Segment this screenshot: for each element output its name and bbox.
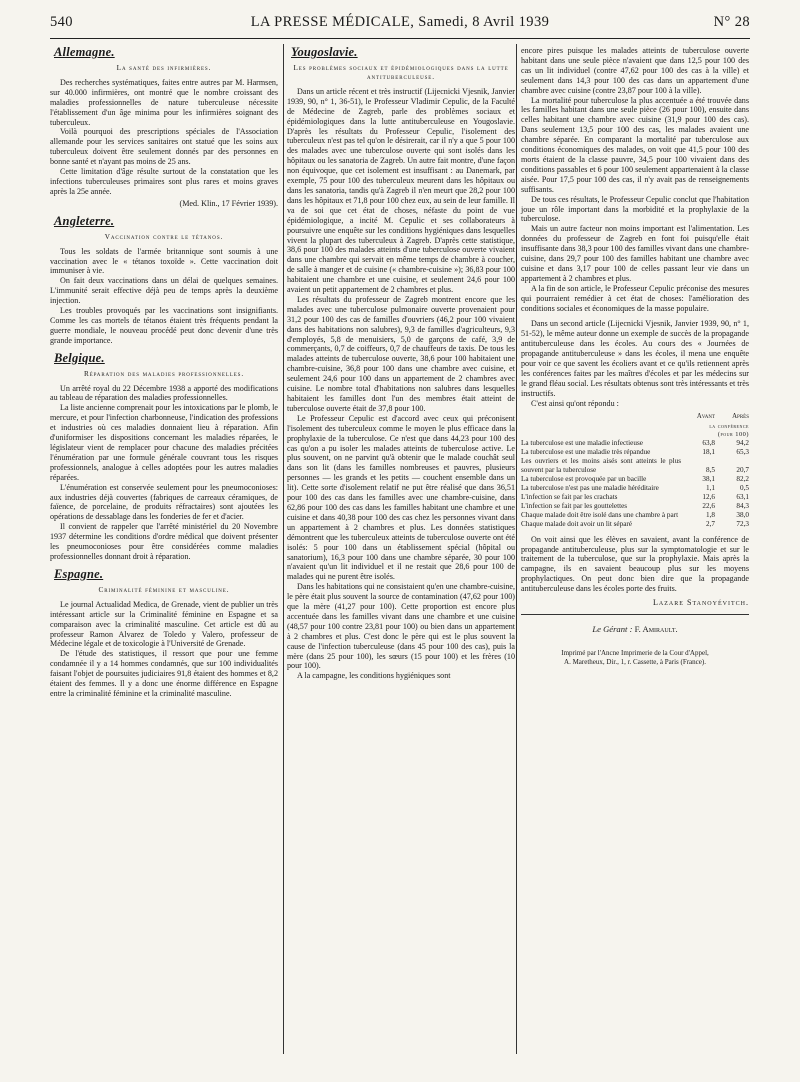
- source-citation: (Med. Klin., 17 Février 1939).: [179, 198, 278, 208]
- column-header-unit: (pour 100): [717, 430, 749, 438]
- separator-rule: [521, 614, 749, 615]
- table-row: [521, 511, 749, 520]
- column-header-after: Après: [732, 412, 749, 420]
- section-espagne: [50, 566, 278, 699]
- table-cell-after: 0,5: [740, 483, 749, 492]
- section-allemagne: [50, 45, 278, 209]
- table-cell-label: La tuberculose n'est pas une maladie héréditaire: [521, 483, 659, 492]
- column-header-before: Avant: [696, 412, 715, 420]
- header-rule: [50, 38, 750, 39]
- paragraph: Dans un second article (Lijecnicki Vjesnik, Janvier 1939, 90, n° 1, 51-52), le même auteur donne un exemple de succès de la propagande antituberculeuse dans les écoles. Au cours des « Journées de propagande antituberculeuse » dans les écoles, il mena une enquête pour voir ce que savent les écoliers avant et ce qu'ils retiennent après les conférences faites par les maîtres d'écoles et par les médecins sur le grand fléau social. Les résultats obtenus sont très intéressants et très instructifs.: [521, 319, 749, 398]
- table-cell-before: 38,1: [702, 474, 715, 483]
- page-number: 540: [50, 14, 73, 30]
- paragraph: encore pires puisque les malades atteints de tuberculose ouverte habitant dans une seule pièce n'avaient que dans 12,5 pour 100 des cas un lit individuel (contre 47,62 pour 100 des cas à la ville) et seulement dans 14,3 pour 100 des cas dans un appartement d'une chambre avec cuisine (contre 23,87 pour 100 à la ville).: [521, 46, 749, 95]
- gerant-line: [521, 625, 749, 635]
- imprint: [521, 649, 749, 667]
- column-divider: [516, 44, 517, 1054]
- paragraph: Mais un autre facteur non moins important est l'alimentation. Les données du professeur de Zagreb en font foi puisqu'elle était insuffisante dans 38,3 pour 100 des familles vivant dans une chambre-cuisine, dans 29,7 pour 100 des familles habitant une chambre avec cuisine et dans 3,17 pour 100 de celles passant leur vie dans un appartement à 2 chambres et plus.: [521, 224, 749, 283]
- section-subtitle: Criminalité féminine et masculine.: [98, 585, 230, 594]
- paragraph: Le Professeur Cepulic est d'accord avec ceux qui préconisent l'isolement des tuberculeux comme le moyen le plus efficace dans la prophylaxie de la tuberculose. Ce n'est que dans 44,23 pour 100 des cas qu'on a pu isoler les malades atteints de tuberculose active. Le plus souvent, on ne parvint qu'à obtenir que le malade couchât seul dans son lit (dans les familles nombreuses et pauvres, plusieurs personnes — les grands et les petits — couchent ensemble dans un lit). Cette sorte d'isolement relatif ne put être réalisé que dans 36,51 pour 100 des cas dans les familles avec une chambre-cuisine, dans 62,86 pour 100 des cas dans les familles habitant une chambre et une cuisine et dans 40,38 pour 100 des cas chez les personnes vivant dans un appartement à 2 chambres et plus. Les données statistiques démontrent que les tuberculeux atteints de tuberculose ouverte ont été isolés: 5 pour 100 dans un établissement spécial (hôpital ou sanatorium), 16,3 pour 100 dans une chambre séparée, 30 pour 100 n'avaient qu'un lit individuel et il ne restait que 28,6 pour 100 de malades qui ne purent être isolés.: [287, 413, 515, 582]
- table-cell-after: 20,7: [736, 465, 749, 474]
- table-row: [521, 448, 749, 457]
- issue-number: N° 28: [713, 14, 750, 30]
- journal-title: LA PRESSE MÉDICALE, Samedi, 8 Avril 1939: [250, 14, 550, 30]
- table-cell-before: 8,5: [706, 465, 715, 474]
- imprint-line: Imprimé par l'Ancne Imprimerie de la Cour d'Appel,: [561, 648, 709, 657]
- paragraph: Les troubles provoqués par les vaccinations sont insignifiants. Comme les cas mortels de tétanos étaient très fréquents pendant la guerre mondiale, le nouveau procédé peut donc devenir d'une très grande importance.: [50, 306, 278, 345]
- column-header-conference: la conférence: [709, 422, 749, 430]
- paragraph: Dans un article récent et très instructif (Lijecnicki Vjesnik, Janvier 1939, 90, n° 1, 36-51), le Professeur Vladimir Cepulic, de la Faculté de Médecine de Zagreb, parle des problèmes sociaux et épidémiologiques dans la lutte antituberculeuse en Yougoslavie. D'après les résultats du Professeur Cepulic, l'isolement des tuberculeux n'est pas tel qu'on le désirerait, car il n'y a que 5 pour 100 des malades avec une tuberculose ouverte qui sont isolés dans les hôpitaux ou les sanatoria de Zagreb. Un autre fait montre, d'une façon non équivoque, que cet isolement est insuffisant : au Danemark, par exemple, 75 pour 100 des tuberculeux meurent dans les hôpitaux ou dans les sanatoria, tandis qu'à Zagreb il n'en meurt que 28,2 pour 100 dans les hôpitaux et 71,8 pour 100 chez eux, au sein de leur famille. Il va de soi que cet état de choses, néfaste du point de vue épidémiologique, a incité M. Cepulic et ses collaborateurs à poursuivre une enquête sur les conditions hygiéniques dans lesquelles vivent la plupart des tuberculeux à Zagreb. D'après cette statistique, 38,6 pour 100 des malades atteints d'une tuberculose ouverte vivaient dans une chambre qui servait en même temps de chambre à coucher, de salle à manger et de cuisine (« chambre-cuisine »); 36,83 pour 100 habitaient une chambre et une cuisine, et seulement 24,6 pour 100 avaient un petit appartement de 2 chambres et plus.: [287, 86, 515, 295]
- table-row: [521, 502, 749, 511]
- paragraph: Tous les soldats de l'armée britannique sont soumis à une vaccination avec le « tétanos toxoïde ». Cette vaccination doit immuniser à vie.: [50, 246, 278, 276]
- paragraph: Des recherches systématiques, faites entre autres par M. Harmsen, sur 40.000 infirmières, ont montré que le nombre croissant des maladies professionnelles de nature tuberculeuse nécessite l'établissement d'un âge minima pour les infirmières soignant des tuberculeux.: [50, 77, 278, 127]
- table-row: [521, 475, 749, 484]
- table-cell-label: La tuberculose est une maladie très répandue: [521, 447, 651, 456]
- table-cell-after: 82,2: [736, 474, 749, 483]
- table-cell-before: 2,7: [706, 519, 715, 528]
- table-cell-label: Les ouvriers et les moins aisés sont atteints le plus souvent par la tuberculose: [521, 456, 681, 474]
- paragraph: Dans les habitations qui ne consistaient qu'en une chambre-cuisine, le père était plus souvent la source de contamination (47,62 pour 100) que la mère (41,27 pour 100). Cette proportion est encore plus accentuée dans les familles vivant dans une chambre et une cuisine (48,57 pour 100 contre 23,81 pour 100) ou bien dans un appartement à 2 chambres et plus. C'est donc le père qui est le plus souvent la cause de l'infection tuberculeuse (dans 45 pour 100 des cas), puis la mère (dans 25 pour 100), les sœurs (15 pour 100) et les frères (10 pour 100).: [287, 582, 515, 671]
- table-cell-after: 65,3: [736, 447, 749, 456]
- gerant-label: Le Gérant :: [592, 623, 633, 634]
- paragraph: On fait deux vaccinations dans un délai de quelques semaines. L'immunité serait effective déjà peu de temps après la deuxième injection.: [50, 276, 278, 306]
- table-cell-before: 18,1: [702, 447, 715, 456]
- section-title: Angleterre.: [54, 213, 115, 228]
- table-row: [521, 457, 749, 475]
- table-cell-label: L'infection se fait par les gouttelettes: [521, 501, 628, 510]
- paragraph: A la campagne, les conditions hygiéniques sont: [297, 671, 451, 681]
- author-signature: Lazare Stanoyévitch.: [652, 598, 749, 608]
- column-divider: [283, 44, 284, 1054]
- paragraph: La mortalité pour tuberculose la plus accentuée a été trouvée dans les familles habitant dans une seule pièce (26 pour 100), ensuite dans celles habitant une chambre avec cuisine (31,9 pour 100 des cas). Dans seulement 13,5 pour 100 des cas, les malades avaient une chambre séparée. En comparant la mortalité par tuberculose aux conditions économiques des malades, on voit que 41,5 pour 100 des morts étaient de la classe pauvre, 34,5 pour 100 vivaient dans des conditions passables et 6 pour 100 seulement appartenaient à la classe aisée. Pour 17,5 pour 100 des cas, il n'y avait pas de renseignements suffisants.: [521, 95, 749, 194]
- paragraph: La liste ancienne comprenait pour les intoxications par le plomb, le mercure, et pour l'infection charbonneuse, l'indication des professions et industries où ces maladies donnaient lieu à réparation. Afin d'uniformiser les dispositions concernant les maladies réparées, le législateur vient de remplacer pour chacune des maladies précitées l'énumération par une formule générale couvrant tous les risques professionnels, analogue à celles adoptées pour les autres maladies réparées.: [50, 403, 278, 482]
- section-subtitle: La santé des infirmières.: [116, 63, 212, 72]
- paragraph: L'énumération est conservée seulement pour les pneumoconioses: aux industries déjà couvertes (fabriques de carreaux céramiques, de faïence, de porcelaine, de produits réfractaires) sont ajoutées les opérations de dessablage dans les fonderies de fer et d'acier.: [50, 482, 278, 522]
- column-1: [50, 46, 278, 699]
- table-cell-before: 22,6: [702, 501, 715, 510]
- section-yougoslavie: [287, 45, 515, 681]
- table-row: [521, 493, 749, 502]
- table-cell-before: 1,1: [706, 483, 715, 492]
- section-subtitle: Les problèmes sociaux et épidémiologiques dans la lutte antituberculeuse.: [293, 63, 509, 81]
- table-cell-after: 38,0: [736, 510, 749, 519]
- table-cell-label: La tuberculose est une maladie infectieuse: [521, 438, 643, 447]
- table-row: [521, 484, 749, 493]
- column-3: [521, 46, 749, 667]
- paragraph: Un arrêté royal du 22 Décembre 1938 a apporté des modifications au tableau de réparation des maladies professionnelles.: [50, 383, 278, 403]
- table-cell-after: 63,1: [736, 492, 749, 501]
- section-angleterre: [50, 213, 278, 352]
- table-row: [521, 439, 749, 448]
- table-cell-before: 1,8: [706, 510, 715, 519]
- section-title: Yougoslavie.: [291, 45, 358, 59]
- paragraph: Les résultats du professeur de Zagreb montrent encore que les malades avec une tuberculose pulmonaire ouverte provenaient pour 31,2 pour 100 des cas de familles d'ouvriers (46,2 pour 100 vivaient dans des habitations non salubres), 9,3 de familles d'agriculteurs, 9,3 d'employés, 5,8 de menuisiers, 5,0 de garçons de café, 3,9 de commerçants, 0,7 de coiffeurs, 0,7 de chauffeurs de taxis. De tous les malades atteints de tuberculose ouverte, 38,6 pour 100 habitaient une chambre-cuisine, 36,8 pour 100 dans une chambre avec cuisine, et seulement 24,6 pour 100 dans un appartement de 2 chambres avec cuisine. Le nombre total d'habitations non salubres dans lesquelles habitaient les familles dont l'un des membres était atteint de tuberculose ouverte était de 37,8 pour 100.: [287, 294, 515, 413]
- paragraph: On voit ainsi que les élèves en savaient, avant la conférence de propagande antituberculeuse, plus sur la symptomatologie et sur le traitement de la tuberculose, que sur la prophylaxie. Mais après la campagne, ils en savaient beaucoup plus sur les moyens prophylactiques. On peut donc bien dire que la propagande antituberculeuse dans les écoles porte des fruits.: [521, 534, 749, 594]
- paragraph: Voilà pourquoi des prescriptions spéciales de l'Association allemande pour les services sanitaires ont statué que les soins aux tuberculeux doivent être seulement donnés par des personnes en bonne santé et n'ayant pas moins de 25 ans.: [50, 127, 278, 167]
- table-cell-before: 12,6: [702, 492, 715, 501]
- section-subtitle: Réparation des maladies professionnelles.: [83, 369, 245, 378]
- section-title: Allemagne.: [54, 45, 115, 59]
- page-header: [50, 14, 750, 36]
- table-cell-after: 72,3: [736, 519, 749, 528]
- gerant-name: F. Amirault.: [634, 623, 678, 634]
- table-cell-after: 94,2: [736, 438, 749, 447]
- paragraph: Le journal Actualidad Medica, de Grenade, vient de publier un très intéressant article sur la Criminalité féminine en Espagne et sa comparaison avec la criminalité masculine. Cet article est dû au professeur Ramon Alvarez de Toledo y Valero, professeur de Médecine légale et de toxicologie à l'Université de Grenade.: [50, 599, 278, 649]
- table-cell-after: 84,3: [736, 501, 749, 510]
- table-cell-before: 63,8: [702, 438, 715, 447]
- survey-results-table: [521, 412, 749, 529]
- table-cell-label: Chaque malade doit avoir un lit séparé: [521, 519, 632, 528]
- table-cell-label: L'infection se fait par les crachats: [521, 492, 618, 501]
- paragraph: Cette limitation d'âge résulte surtout de la constatation que les infections tuberculeuses primaires sont plus rares et moins graves après la 25e année.: [50, 167, 278, 196]
- section-title: Belgique.: [54, 350, 105, 365]
- paragraph: De l'étude des statistiques, il ressort que pour une femme condamnée il y a 14 hommes condamnés, que sur 100 individualités faisant l'objet de poursuites judiciaires 91,8 étaient des hommes et 8,2 étaient des femmes. Il y a donc une énorme différence en Espagne entre la criminalité féminine et la criminalité masculine.: [50, 649, 278, 698]
- paragraph: Il convient de rappeler que l'arrêté ministériel du 20 Novembre 1937 détermine les conditions d'ordre médical que doivent présenter les pneumoconioses pour être considérées comme maladies professionnelles donnant droit à réparation.: [50, 522, 278, 561]
- section-title: Espagne.: [54, 566, 104, 581]
- paragraph: A la fin de son article, le Professeur Cepulic préconise des mesures qui pourraient remédier à cet état de choses: l'amélioration des conditions sociales et économiques de la masse populaire.: [521, 283, 749, 313]
- column-2: [287, 46, 515, 681]
- paragraph: C'est ainsi qu'ont répondu :: [531, 398, 619, 408]
- section-belgique: [50, 350, 278, 568]
- paragraph: De tous ces résultats, le Professeur Cepulic conclut que l'habitation joue un rôle important dans la morbidité et la prophylaxie de la tuberculose.: [521, 194, 749, 224]
- table-cell-label: Chaque malade doit être isolé dans une chambre à part: [521, 510, 679, 519]
- section-subtitle: Vaccination contre le tétanos.: [104, 232, 224, 241]
- table-cell-label: La tuberculose est provoquée par un bacille: [521, 474, 647, 483]
- table-row: [521, 520, 749, 529]
- imprint-line: A. Maretheux, Dir., 1, r. Cassette, à Paris (France).: [564, 657, 706, 666]
